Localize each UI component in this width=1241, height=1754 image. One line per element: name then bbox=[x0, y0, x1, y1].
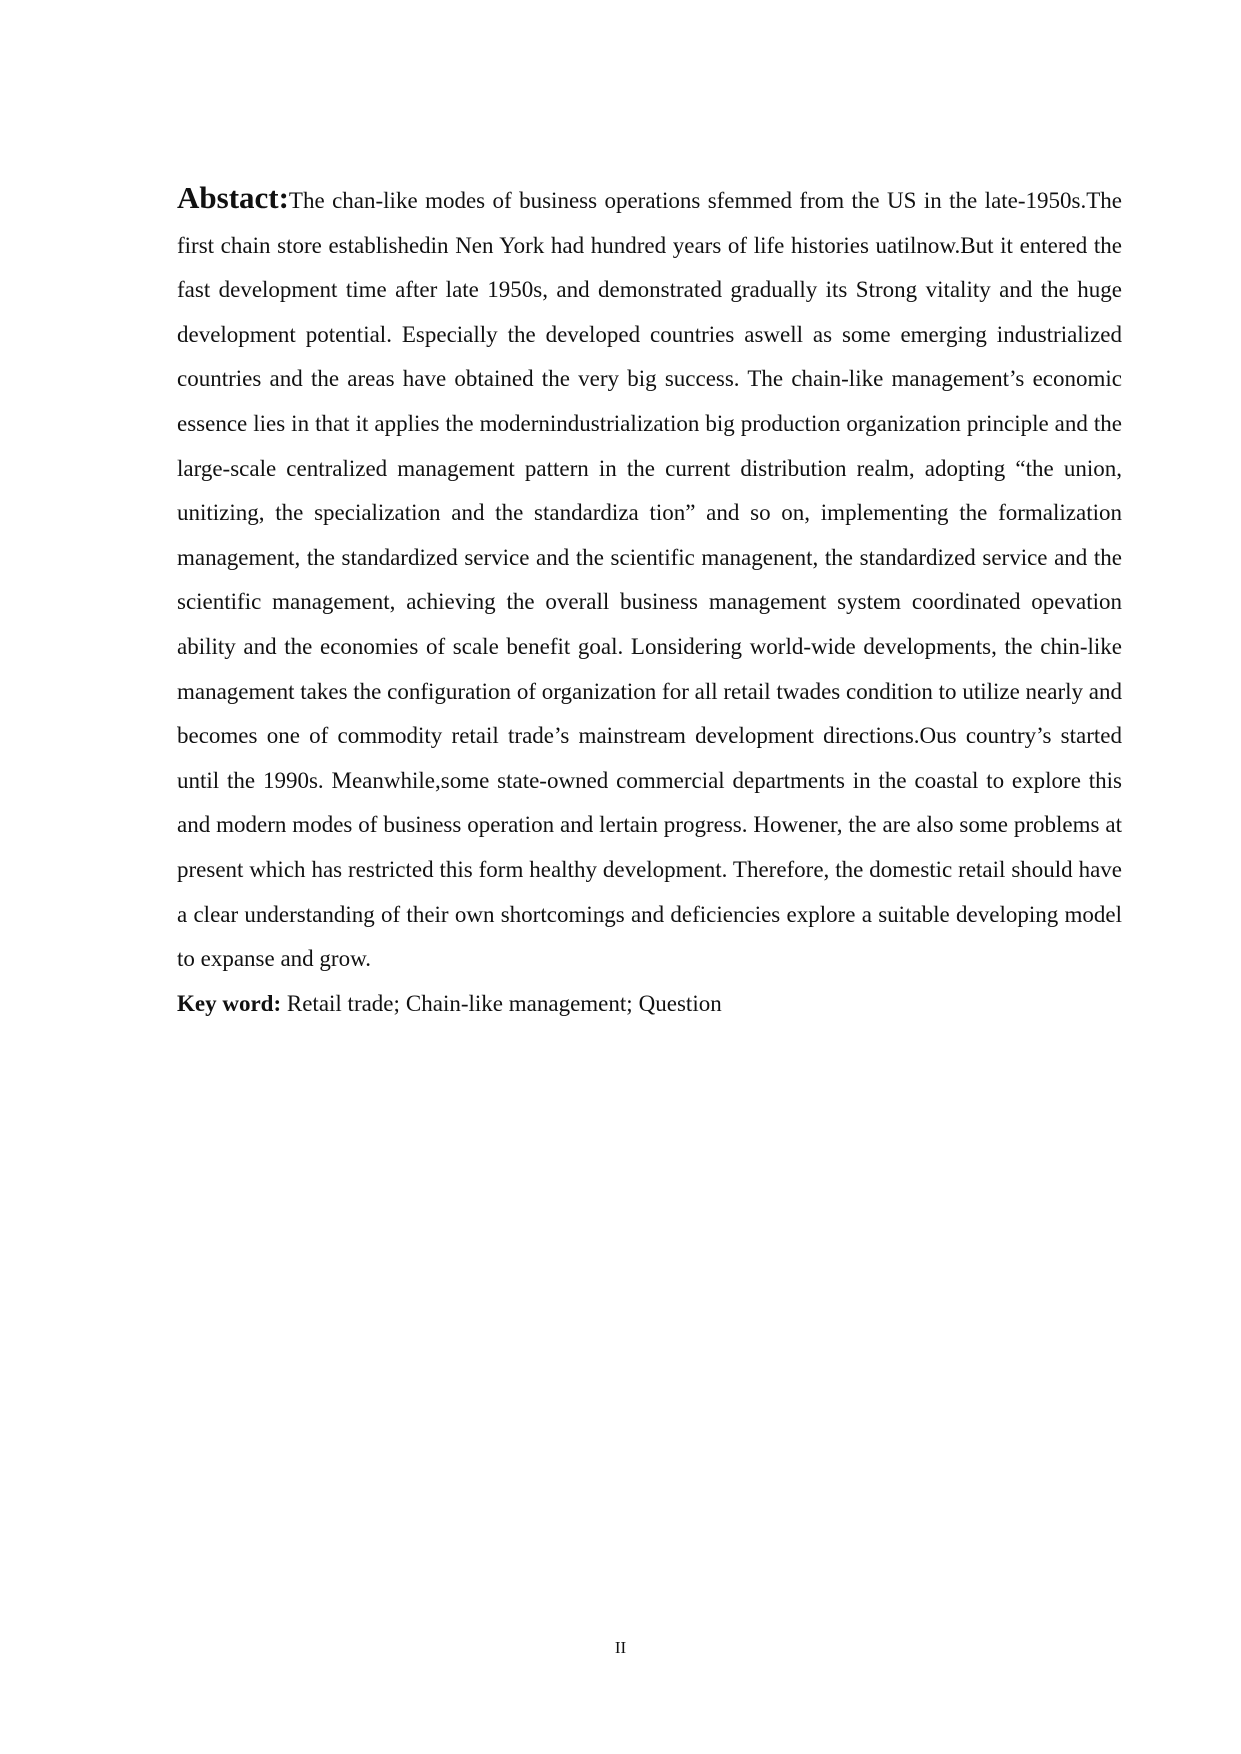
keyword-separator: ; bbox=[393, 990, 400, 1016]
abstract-text: The chan-like modes of business operations sfemmed from the US in the late-1950s.The first chain store establishedin Nen York had hundred years of life histories uatilnow.But it entered the fast development time after late 1950s, and demonstrated gradually its Strong vitality and the huge development potential. Especially the developed countries aswell as some emerging industrialized countries and the areas have obtained the very big success. The chain-like management’s economic essence lies in that it applies the modernindustrialization big production organization principle and the large-scale centralized management pattern in the current distribution realm, adopting “the union, unitizing, the specialization and the standardiza tion” and so on, implementing the formalization management, the standardized service and the scientific managenent, the standardized service and the scientific management, achieving the overall business management system coordinated opevation ability and the economies of scale benefit goal. Lonsidering world-wide developments, the chin-like management takes the configuration of organization for all retail twades condition to utilize nearly and becomes one of commodity retail trade’s mainstream development directions.Ous country’s started until the 1990s. Meanwhile,some state-owned commercial departments in the coastal to explore this and modern modes of business operation and lertain progress. Howener, the are also some problems at present which has restricted this form healthy development. Therefore, the domestic retail should have a clear understanding of their own shortcomings and deficiencies explore a suitable developing model to expanse and grow. bbox=[177, 188, 1122, 972]
abstract-section bbox=[177, 176, 1122, 1026]
keywords-label: Key word: bbox=[177, 990, 282, 1016]
abstract-label: Abstact: bbox=[177, 180, 289, 215]
keyword-item: Retail trade bbox=[286, 990, 394, 1016]
keyword-separator: ; bbox=[626, 990, 633, 1016]
keyword-item: Chain-like management bbox=[405, 990, 627, 1016]
keywords-line bbox=[177, 982, 1122, 1027]
keyword-item: Question bbox=[638, 990, 722, 1016]
page-number: II bbox=[614, 1638, 627, 1657]
abstract-paragraph bbox=[177, 176, 1122, 982]
